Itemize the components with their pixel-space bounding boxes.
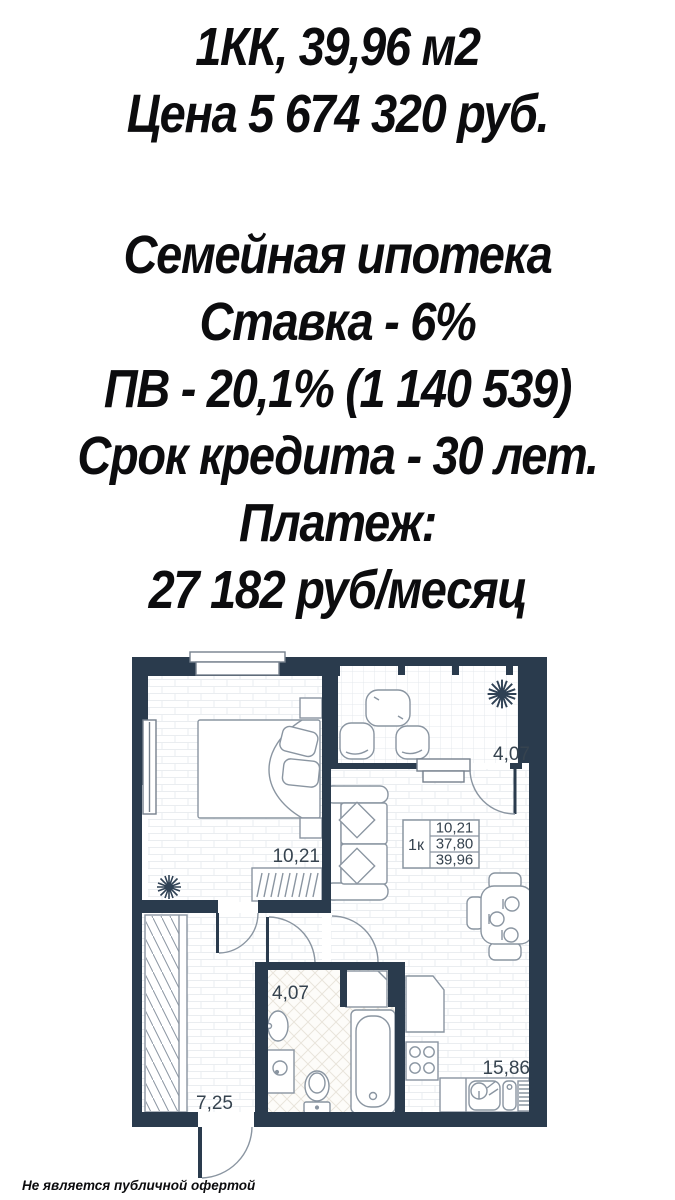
area-table-total: 39,96 xyxy=(435,851,474,869)
bathroom-area-label: 4,07 xyxy=(272,983,309,1004)
mortgage-down-payment: ПВ - 20,1% (1 140 539) xyxy=(103,359,572,419)
mortgage-term: Срок кредита - 30 лет. xyxy=(77,426,598,486)
balcony-chair xyxy=(340,723,374,759)
stove xyxy=(406,1042,438,1080)
kitchen-cabinet xyxy=(406,976,444,1032)
sofa xyxy=(325,786,388,900)
bedroom-area-label: 10,21 xyxy=(272,846,320,867)
balcony-area-label: 4,07 xyxy=(493,744,530,765)
area-table-living: 10,21 xyxy=(435,819,474,837)
balcony-table xyxy=(366,690,410,726)
bed xyxy=(198,720,320,818)
bathtub xyxy=(351,1010,395,1113)
area-table-rooms: 1к xyxy=(408,837,424,854)
bedroom-door-leaf xyxy=(216,913,219,953)
bedroom-window xyxy=(190,652,285,662)
hallway-area-label: 7,25 xyxy=(196,1093,233,1114)
area-table-no-balcony: 37,80 xyxy=(435,835,474,853)
bathroom-door-leaf xyxy=(266,917,269,962)
bedroom-wardrobe xyxy=(252,868,322,901)
listing-title: 1КК, 39,96 м2 xyxy=(195,17,480,77)
toilet xyxy=(304,1071,330,1113)
balcony-door-leaf xyxy=(514,769,517,814)
area-table xyxy=(403,820,479,869)
washing-machine xyxy=(346,971,387,1007)
balcony-window xyxy=(417,759,470,771)
kitchen-area-label: 15,86 xyxy=(482,1058,530,1079)
hall-wardrobe xyxy=(145,915,187,1112)
bathroom-cabinet xyxy=(267,1050,294,1093)
mortgage-rate: Ставка - 6% xyxy=(199,292,476,352)
balcony-chair xyxy=(396,726,429,759)
nightstand xyxy=(300,698,322,718)
nightstand xyxy=(300,818,322,838)
entrance-door-leaf xyxy=(198,1127,202,1178)
listing-price: Цена 5 674 320 руб. xyxy=(126,84,549,144)
plant-icon xyxy=(488,680,517,709)
plant-icon xyxy=(157,875,181,899)
kitchen-counter xyxy=(440,1078,531,1112)
mortgage-program: Семейная ипотека xyxy=(123,225,552,285)
mortgage-payment-value: 27 182 руб/месяц xyxy=(148,560,527,620)
disclaimer-text: Не является публичной офертой xyxy=(22,1178,256,1193)
mortgage-payment-label: Платеж: xyxy=(239,493,436,553)
